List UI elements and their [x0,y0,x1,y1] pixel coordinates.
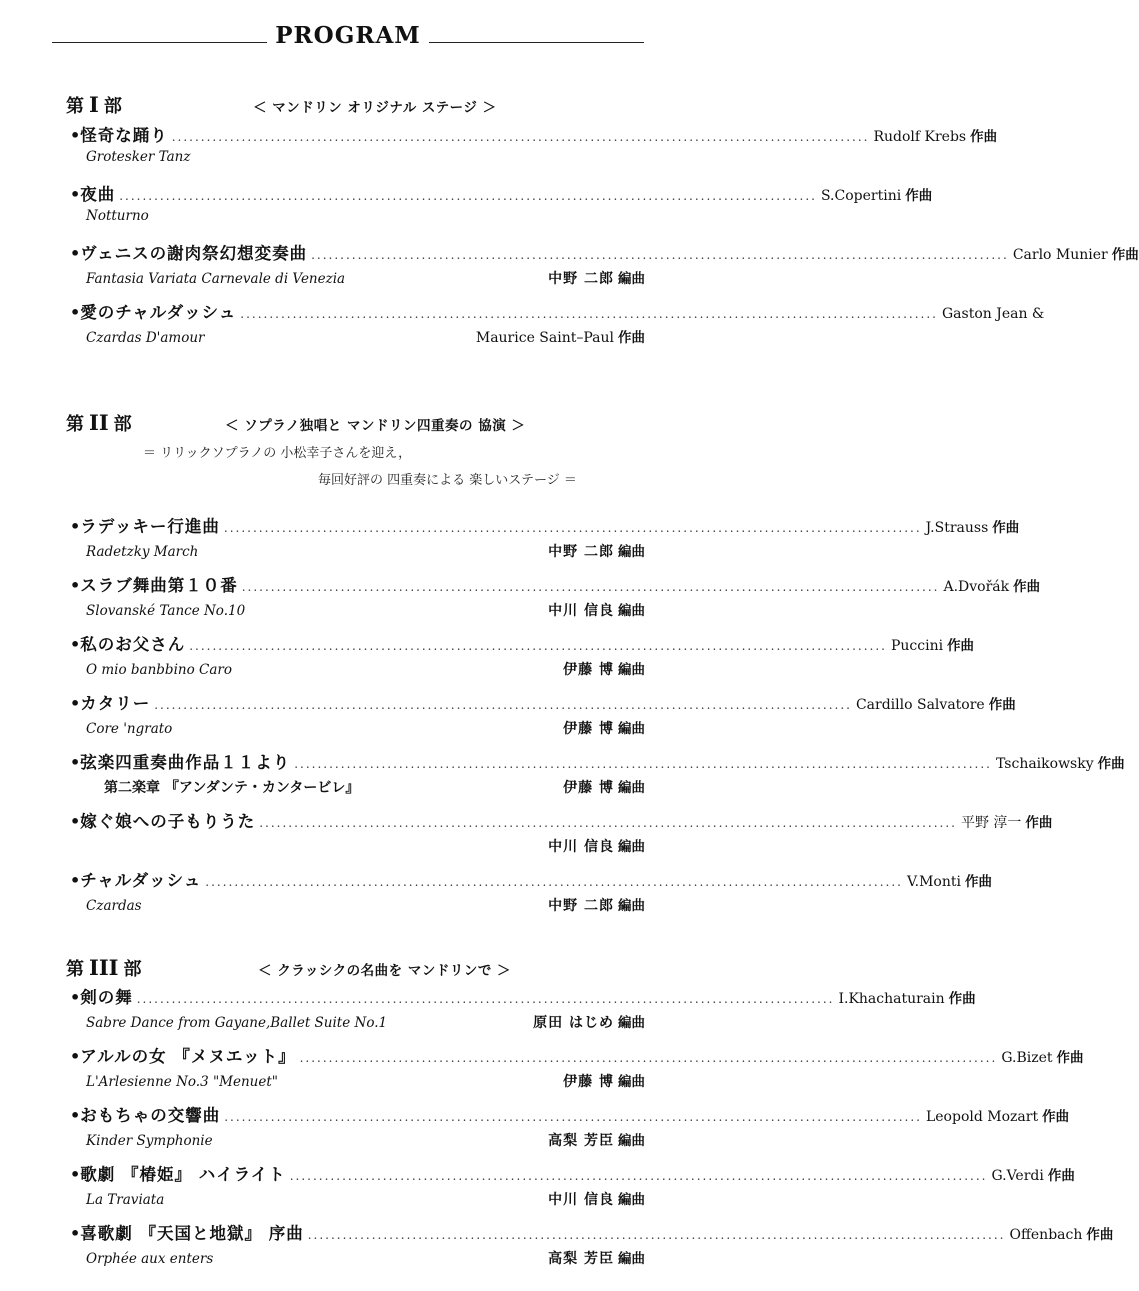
piece-composer: J.Strauss [925,520,989,536]
piece-detail-line [86,540,645,564]
part-header [0,410,700,440]
composer-role: 作曲 [1111,247,1139,263]
piece-title: ラデッキー行進曲 [80,517,220,536]
arranger-name: 伊藤 博 [563,662,614,678]
piece-composer: Puccini [890,638,944,654]
bullet-icon: • [70,126,81,145]
piece-composer: Tschaikowsky [995,756,1094,772]
arranger-role: 編曲 [618,603,645,619]
bullet-icon: • [70,871,81,890]
composer-role: 作曲 [1025,815,1053,831]
program-piece [0,867,992,926]
piece-subtitle: Fantasia Variata Carnevale di Venezia [86,271,346,287]
piece-composer: 平野 淳一 [960,815,1022,831]
part-label-pre: 第 [66,96,84,117]
piece-title: 怪奇な踊り [80,126,168,145]
program-piece [0,1161,1075,1220]
piece-arranger [548,267,645,288]
dot-leader: ........................................................................................................................ [224,1110,922,1124]
dot-leader: ........................................................................................................................ [223,521,922,535]
piece-subtitle: Orphée aux enters [86,1251,214,1267]
part-label-post: 部 [103,96,122,117]
part-header [0,955,700,985]
piece-detail-line [86,835,645,859]
dot-leader: ........................................................................................................................ [171,130,870,144]
piece-subtitle: Grotesker Tanz [86,149,191,165]
dot-leader: ........................................................................................................................ [205,875,903,889]
composer-role: 作曲 [947,638,975,654]
program-piece [0,181,933,240]
part-label-pre: 第 [66,959,84,980]
piece-composer: V.Monti [906,874,961,890]
dot-leader: ........................................................................................................................ [189,639,887,653]
bullet-icon: • [70,988,81,1007]
piece-composer: Leopold Mozart [925,1109,1039,1125]
piece-arranger [563,658,645,679]
arranger-role: 編曲 [618,1015,645,1031]
dot-leader: ........................................................................................................................ [259,816,957,830]
arranger-name: 伊藤 博 [563,721,614,737]
piece-detail-line [86,717,645,741]
piece-composer: Cardillo Salvatore [855,697,985,713]
part-note: ＝ リリックソプラノの 小松幸子さんを迎え， [143,446,412,461]
arranger-name: 伊藤 博 [563,1074,614,1090]
piece-detail-line [86,1129,645,1153]
bullet-icon: • [70,303,81,322]
program-piece [0,1043,1084,1102]
program-piece [0,631,975,690]
arranger-role: 編曲 [618,721,645,737]
piece-subtitle: La Traviata [86,1192,165,1208]
piece-detail-line [86,1011,645,1035]
part-numeral: III [89,955,119,980]
piece-detail-line [86,776,645,800]
piece-detail-line [86,658,645,682]
part-label [66,92,122,118]
composer-role: 作曲 [964,874,992,890]
program-piece [0,1220,1114,1279]
arranger-role: 編曲 [618,1192,645,1208]
piece-detail-line [86,326,645,350]
piece-detail-line [86,1247,645,1271]
dot-leader: ........................................................................................................................ [311,248,1009,262]
piece-subtitle: Core 'ngrato [86,721,173,737]
composer-role: 作曲 [1056,1050,1084,1066]
piece-arranger [548,894,645,915]
program-piece [0,749,1125,808]
program-piece [0,513,1020,572]
piece-title: 喜歌劇 『天国と地獄』 序曲 [80,1224,304,1243]
bullet-icon: • [70,1165,81,1184]
arranger-name: 伊藤 博 [563,780,614,796]
program-piece [0,572,1041,631]
bullet-icon: • [70,812,81,831]
piece-detail-line [86,1188,645,1212]
piece-subtitle: Czardas D'amour [86,330,205,346]
program-piece [0,122,998,181]
bullet-icon: • [70,185,81,204]
part-subtitle: ＜ ソプラノ独唱と マンドリン四重奏の 協演 ＞ [225,418,526,434]
bullet-icon: • [70,635,81,654]
piece-title: 剣の舞 [80,988,133,1007]
piece-arranger [563,776,645,797]
dot-leader: ........................................................................................................................ [119,189,817,203]
arranger-name: 中野 二郎 [548,544,614,560]
piece-subtitle: 第二楽章 『アンダンテ・カンタービレ』 [104,780,360,796]
dot-leader: ........................................................................................................................ [240,307,938,321]
arranger-name: 高梨 芳臣 [548,1251,614,1267]
piece-title-line [70,1161,1075,1187]
composer-role: 作曲 [1097,756,1125,772]
composer-role: 作曲 [905,188,933,204]
part-numeral: II [89,410,109,435]
composer-role: 作曲 [1086,1227,1114,1243]
piece-arranger [548,1129,645,1150]
piece-composer: Rudolf Krebs [873,129,967,145]
arranger-role: 編曲 [618,1251,645,1267]
header-rule-right [429,42,644,43]
dot-leader: ........................................................................................................................ [299,1051,998,1065]
part-label-post: 部 [123,959,142,980]
piece-title: ヴェニスの謝肉祭幻想変奏曲 [80,244,308,263]
arranger-name: 中川 信良 [548,839,614,855]
arranger-name: 中川 信良 [548,1192,614,1208]
piece-title-line [70,1102,1070,1128]
arranger-role: 編曲 [618,1133,645,1149]
piece-detail-line [86,149,645,173]
piece-title-line [70,984,976,1010]
piece-title-line [70,572,1041,598]
program-piece [0,808,1053,867]
program-piece [0,299,1045,358]
piece-composer: G.Verdi [991,1168,1044,1184]
piece-detail-line [86,1070,645,1094]
composer-role: 作曲 [970,129,998,145]
program-piece [0,240,1139,299]
piece-title: アルルの女 『メヌエット』 [80,1047,296,1066]
piece-title: 歌劇 『椿姫』 ハイライト [80,1165,286,1184]
arranger-role: 編曲 [618,271,645,287]
piece-list [0,984,1114,1279]
arranger-role: 作曲 [618,330,645,346]
piece-detail-line [86,894,645,918]
piece-composer: I.Khachaturain [838,991,945,1007]
piece-detail-line [86,208,645,232]
part-label [66,410,132,436]
piece-list [0,513,1125,926]
arranger-name: 高梨 芳臣 [548,1133,614,1149]
piece-detail-line [86,267,645,291]
dot-leader: ........................................................................................................................ [307,1228,1006,1242]
piece-title: 愛のチャルダッシュ [80,303,237,322]
piece-arranger [548,540,645,561]
piece-title: 私のお父さん [80,635,186,654]
piece-title-line [70,808,1053,834]
part-label-post: 部 [113,414,132,435]
arranger-role: 編曲 [618,839,645,855]
dot-leader: ........................................................................................................................ [154,698,852,712]
dot-leader: ........................................................................................................................ [136,992,835,1006]
program-part [0,955,1114,1267]
piece-arranger [533,1011,645,1032]
piece-title: おもちゃの交響曲 [80,1106,221,1125]
arranger-name: 中野 二郎 [548,898,614,914]
piece-composer: S.Copertini [820,188,902,204]
part-subtitle: ＜ クラッシクの名曲を マンドリンで ＞ [258,963,512,979]
piece-title: カタリー [80,694,151,713]
bullet-icon: • [70,1224,81,1243]
piece-title: チャルダッシュ [80,871,202,890]
piece-title-line [70,867,992,893]
piece-title-line [70,749,1125,775]
arranger-name: Maurice Saint–Paul [475,330,614,346]
piece-title-line [70,1043,1084,1069]
arranger-name: 中川 信良 [548,603,614,619]
program-piece [0,984,976,1043]
piece-arranger [548,835,645,856]
part-header [0,92,700,122]
piece-subtitle: Radetzky March [86,544,199,560]
part-label-pre: 第 [66,414,84,435]
piece-title-line [70,299,1045,325]
piece-title-line [70,1220,1114,1246]
piece-subtitle: O mio banbbino Caro [86,662,232,678]
part-note: 毎回好評の 四重奏による 楽しいステージ ＝ [318,473,577,488]
arranger-role: 編曲 [618,1074,645,1090]
arranger-role: 編曲 [618,898,645,914]
part-numeral: I [89,92,99,117]
piece-arranger [548,1188,645,1209]
piece-composer: Gaston Jean & [941,306,1045,322]
bullet-icon: • [70,753,81,772]
piece-arranger [563,1070,645,1091]
piece-list [0,122,1139,358]
piece-subtitle: Notturno [86,208,149,224]
piece-arranger [563,717,645,738]
piece-subtitle: Kinder Symphonie [86,1133,213,1149]
composer-role: 作曲 [992,520,1020,536]
piece-subtitle: Slovanské Tance No.10 [86,603,246,619]
bullet-icon: • [70,694,81,713]
composer-role: 作曲 [988,697,1016,713]
dot-leader: ........................................................................................................................ [294,757,992,771]
piece-composer: A.Dvořák [943,579,1010,595]
piece-title-line [70,122,998,148]
composer-role: 作曲 [1013,579,1041,595]
arranger-name: 中野 二郎 [548,271,614,287]
bullet-icon: • [70,244,81,263]
arranger-role: 編曲 [618,780,645,796]
piece-title-line [70,240,1139,266]
piece-title: スラブ舞曲第１０番 [80,576,238,595]
piece-subtitle: L'Arlesienne No.3 "Menuet" [86,1074,278,1090]
piece-arranger [548,1247,645,1268]
arranger-role: 編曲 [618,544,645,560]
program-header [52,20,644,50]
piece-title: 嫁ぐ娘への子もりうた [80,812,256,831]
piece-composer: Carlo Munier [1012,247,1108,263]
piece-title-line [70,181,933,207]
bullet-icon: • [70,517,81,536]
program-part [0,410,1125,914]
piece-title-line [70,513,1020,539]
program-piece [0,1102,1070,1161]
program-piece [0,690,1016,749]
dot-leader: ........................................................................................................................ [241,580,940,594]
part-subtitle: ＜ マンドリン オリジナル ステージ ＞ [253,100,497,116]
arranger-name: 原田 はじめ [533,1015,614,1031]
arranger-role: 編曲 [618,662,645,678]
piece-title-line [70,631,975,657]
piece-composer: Offenbach [1009,1227,1083,1243]
piece-subtitle: Sabre Dance from Gayane,Ballet Suite No.1 [86,1015,388,1031]
piece-composer: G.Bizet [1001,1050,1053,1066]
composer-role: 作曲 [1047,1168,1075,1184]
piece-arranger [476,326,645,346]
piece-title: 夜曲 [80,185,116,204]
piece-title: 弦楽四重奏曲作品１１より [80,753,291,772]
bullet-icon: • [70,1047,81,1066]
program-part [0,92,1139,346]
composer-role: 作曲 [1042,1109,1070,1125]
composer-role: 作曲 [948,991,976,1007]
bullet-icon: • [70,1106,81,1125]
program-title: PROGRAM [275,21,421,49]
piece-title-line [70,690,1016,716]
piece-arranger [548,599,645,620]
dot-leader: ........................................................................................................................ [289,1169,988,1183]
header-rule-left [52,42,267,43]
part-label [66,955,141,981]
piece-detail-line [86,599,645,623]
piece-subtitle: Czardas [86,898,142,914]
bullet-icon: • [70,576,81,595]
